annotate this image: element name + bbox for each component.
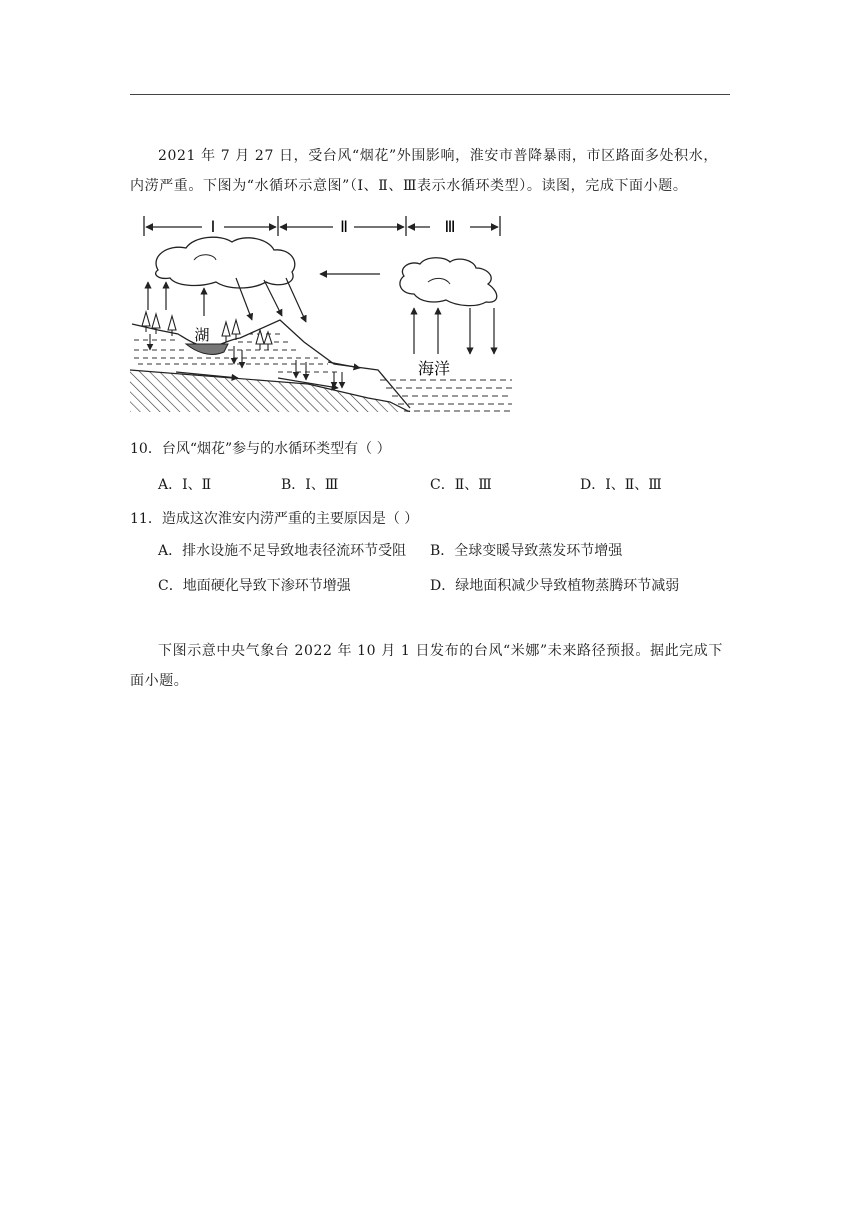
- section-label-3: Ⅲ: [444, 217, 456, 236]
- bedrock: [130, 370, 410, 412]
- ocean-precipitation-arrows: [470, 308, 494, 354]
- ocean-label: 海洋: [417, 359, 451, 378]
- land-cloud: [156, 237, 295, 288]
- ocean-evaporation-arrows: [414, 308, 438, 354]
- water-cycle-diagram: [128, 212, 518, 412]
- lake: [186, 344, 228, 354]
- section-label-2: Ⅱ: [340, 217, 348, 236]
- q10-option-d[interactable]: D．Ⅰ、Ⅱ、Ⅲ: [580, 477, 662, 493]
- q10-option-b[interactable]: B．Ⅰ、Ⅲ: [281, 477, 339, 493]
- q10-option-a[interactable]: A．Ⅰ、Ⅱ: [158, 477, 212, 493]
- lake-label: 湖: [194, 326, 210, 344]
- q11-option-d[interactable]: D．绿地面积减少导致植物蒸腾环节减弱: [430, 578, 680, 594]
- q10-option-c[interactable]: C．Ⅱ、Ⅲ: [430, 477, 492, 493]
- question-10-stem: 10．台风“烟花”参与的水循环类型有（ ）: [130, 441, 391, 457]
- section-label-1: Ⅰ: [210, 217, 216, 236]
- q11-option-b[interactable]: B．全球变暖导致蒸发环节增强: [430, 543, 623, 559]
- land-evaporation-arrows: [148, 282, 204, 316]
- intro-paragraph-2: 下图示意中央气象台 2022 年 10 月 1 日发布的台风“米娜”未来路径预报。据此完成下面小题。: [130, 643, 723, 689]
- q11-option-a[interactable]: A．排水设施不足导致地表径流环节受阻: [158, 543, 407, 559]
- intro-paragraph-1: 2021 年 7 月 27 日，受台风“烟花”外围影响，淮安市普降暴雨，市区路面多处积水，内涝严重。下图为“水循环示意图”（Ⅰ、Ⅱ、Ⅲ表示水循环类型）。读图，完成下面小题。: [130, 148, 718, 194]
- header-rule: [130, 94, 730, 95]
- question-11-stem: 11．造成这次淮安内涝严重的主要原因是（ ）: [130, 511, 419, 527]
- q11-option-c[interactable]: C．地面硬化导致下渗环节增强: [158, 578, 351, 594]
